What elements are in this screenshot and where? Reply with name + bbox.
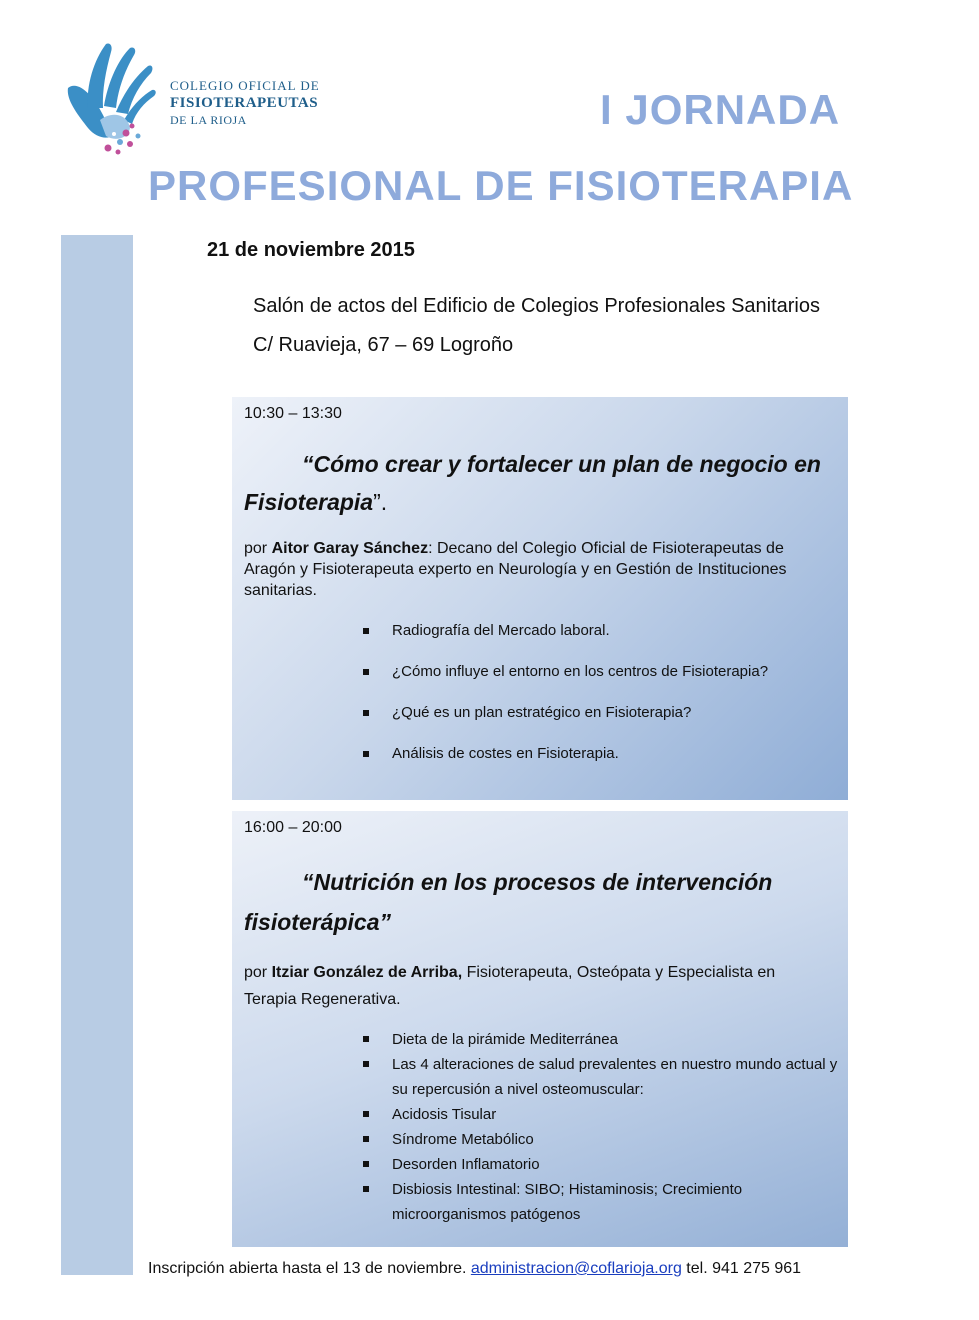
logo-text: [170, 78, 320, 128]
hand-logo-icon: [58, 40, 168, 160]
registration-footer: Inscripción abierta hasta el 13 de noviembre. administracion@coflarioja.org tel. 941 275 961: [148, 1260, 802, 1277]
list-item: Síndrome Metabólico: [362, 1127, 838, 1152]
logo-line2: FISIOTERAPEUTAS: [170, 95, 319, 112]
logo-line3: DE LA RIOJA: [170, 113, 247, 127]
session-title: “Cómo crear y fortalecer un plan de negocio en Fisioterapia”.: [244, 451, 821, 515]
topic-list: [362, 1027, 838, 1227]
session-afternoon: [232, 811, 848, 1247]
session-morning: [232, 397, 848, 800]
list-item: Acidosis Tisular: [362, 1102, 838, 1127]
speaker-name: Itziar González de Arriba,: [271, 964, 463, 981]
list-item: Dieta de la pirámide Mediterránea: [362, 1027, 838, 1052]
list-item: Las 4 alteraciones de salud prevalentes en nuestro mundo actual y su repercusión a nivel osteomuscular:: [362, 1052, 838, 1102]
page-title-line2: PROFESIONAL DE FISIOTERAPIA: [148, 162, 854, 209]
college-logo: [58, 40, 358, 160]
event-venue: [253, 287, 820, 365]
session-speaker: por Itziar González de Arriba, Fisioterapeuta, Osteópata y Especialista en Terapia Regenerativa.: [244, 964, 776, 1008]
list-item: Disbiosis Intestinal: SIBO; Histaminosis; Crecimiento microorganismos patógenos: [362, 1177, 838, 1227]
email-link[interactable]: administracion@coflarioja.org: [470, 1260, 682, 1277]
list-item: Análisis de costes en Fisioterapia.: [362, 744, 838, 764]
list-item: ¿Qué es un plan estratégico en Fisioterapia?: [362, 703, 838, 723]
venue-line2: C/ Ruavieja, 67 – 69 Logroño: [253, 334, 514, 356]
logo-line1: COLEGIO OFICIAL DE: [170, 78, 320, 93]
list-item: Radiografía del Mercado laboral.: [362, 621, 838, 641]
session-time: 16:00 – 20:00: [244, 819, 342, 836]
list-item: ¿Cómo influye el entorno en los centros de Fisioterapia?: [362, 662, 838, 682]
list-item: Desorden Inflamatorio: [362, 1152, 838, 1177]
session-time: 10:30 – 13:30: [244, 405, 342, 422]
event-date: 21 de noviembre 2015: [207, 239, 415, 261]
page-title-line1: I JORNADA: [600, 86, 841, 133]
topic-list: [362, 621, 838, 785]
decorative-side-bar: [61, 235, 133, 1275]
speaker-name: Aitor Garay Sánchez: [271, 540, 429, 557]
session-speaker: por Aitor Garay Sánchez: Decano del Colegio Oficial de Fisioterapeutas de Aragón y Fisioterapeuta experto en Neurología y en Gestión de Instituciones sanitarias.: [244, 540, 787, 599]
session-title: “Nutrición en los procesos de intervención fisioterápica”: [244, 869, 773, 935]
venue-line1: Salón de actos del Edificio de Colegios Profesionales Sanitarios: [253, 295, 821, 317]
